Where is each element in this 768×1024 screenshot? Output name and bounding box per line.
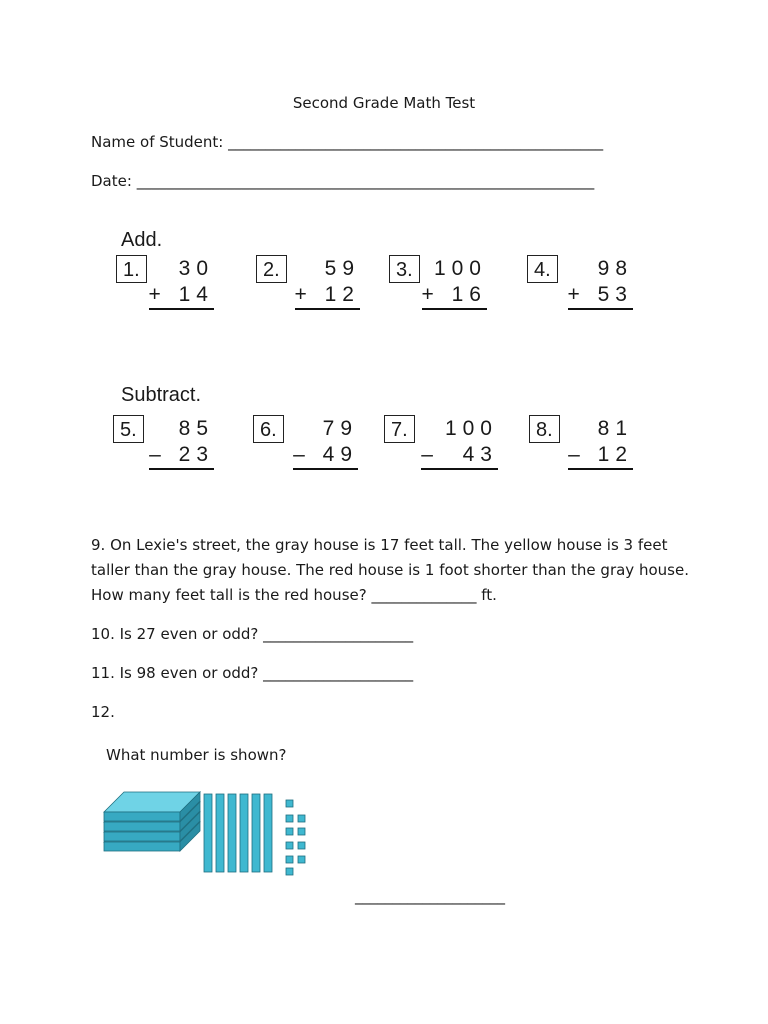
problem-bottom-number: – 23	[149, 442, 214, 470]
one-cube	[298, 856, 305, 863]
question-9: 9. On Lexie's street, the gray house is 17 feet tall. The yellow house is 3 feet taller than the gray house. The red house is 1 foot shorter than the gray house. How many feet tall is the red house? ______________ ft.	[91, 536, 689, 604]
question-10: 10. Is 27 even or odd? ____________________	[91, 625, 414, 643]
problem-top-number: 100	[444, 417, 498, 440]
problem-number: 2.	[256, 255, 287, 283]
problem-top-number: 79	[322, 417, 358, 440]
ten-rod	[252, 794, 260, 872]
date-blank[interactable]: _____________________________________________________________	[136, 172, 595, 190]
name-blank[interactable]: __________________________________________________	[228, 133, 604, 151]
problem-number: 1.	[116, 255, 147, 283]
problem-number: 4.	[527, 255, 558, 283]
question-12-answer-line[interactable]: ____________________	[355, 887, 505, 905]
problem-top-number: 81	[597, 417, 633, 440]
name-label: Name of Student:	[91, 133, 224, 151]
subtract-problem-8	[529, 415, 633, 475]
problem-number: 3.	[389, 255, 420, 283]
name-of-student-field[interactable]	[91, 133, 603, 151]
page-title: Second Grade Math Test	[292, 94, 476, 112]
ten-rod	[216, 794, 224, 872]
hundreds-flats	[104, 792, 200, 851]
problem-bottom-number: + 14	[149, 282, 214, 310]
add-problem-3	[389, 255, 487, 315]
one-cube	[286, 800, 293, 807]
base-ten-blocks-image	[100, 790, 330, 885]
add-problem-2	[256, 255, 360, 315]
add-problem-4	[527, 255, 633, 315]
question-12: 12.	[91, 703, 115, 721]
problem-bottom-number: + 53	[568, 282, 633, 310]
subtract-section-label: Subtract.	[121, 384, 202, 406]
problem-number: 5.	[113, 415, 144, 443]
subtract-problem-7	[384, 415, 498, 475]
question-11: 11. Is 98 even or odd? ____________________	[91, 664, 414, 682]
ten-rod	[204, 794, 212, 872]
problem-bottom-number: + 12	[295, 282, 360, 310]
problem-top-number: 85	[178, 417, 214, 440]
problem-bottom-number: – 12	[568, 442, 633, 470]
date-label: Date:	[91, 172, 132, 190]
one-cube	[286, 856, 293, 863]
one-cube	[298, 842, 305, 849]
ten-rod	[228, 794, 236, 872]
one-cube	[286, 868, 293, 875]
problem-top-number: 30	[178, 257, 214, 280]
problem-number: 7.	[384, 415, 415, 443]
problem-top-number: 59	[324, 257, 360, 280]
question-12-prompt: What number is shown?	[106, 746, 287, 764]
problem-bottom-number: – 43	[421, 442, 498, 470]
date-field[interactable]	[91, 172, 594, 190]
one-cube	[298, 815, 305, 822]
add-section-label: Add.	[121, 229, 163, 251]
one-cube	[286, 815, 293, 822]
subtract-problem-6	[253, 415, 358, 475]
tens-rods	[204, 794, 272, 872]
ten-rod	[240, 794, 248, 872]
problem-bottom-number: + 16	[422, 282, 487, 310]
one-cube	[286, 828, 293, 835]
problem-top-number: 100	[433, 257, 487, 280]
add-problem-1	[116, 255, 214, 315]
problem-bottom-number: – 49	[293, 442, 358, 470]
one-cube	[286, 842, 293, 849]
one-cube	[298, 828, 305, 835]
subtract-problem-5	[113, 415, 214, 475]
problem-number: 6.	[253, 415, 284, 443]
problem-number: 8.	[529, 415, 560, 443]
ones-cubes	[286, 800, 305, 875]
problem-top-number: 98	[597, 257, 633, 280]
ten-rod	[264, 794, 272, 872]
